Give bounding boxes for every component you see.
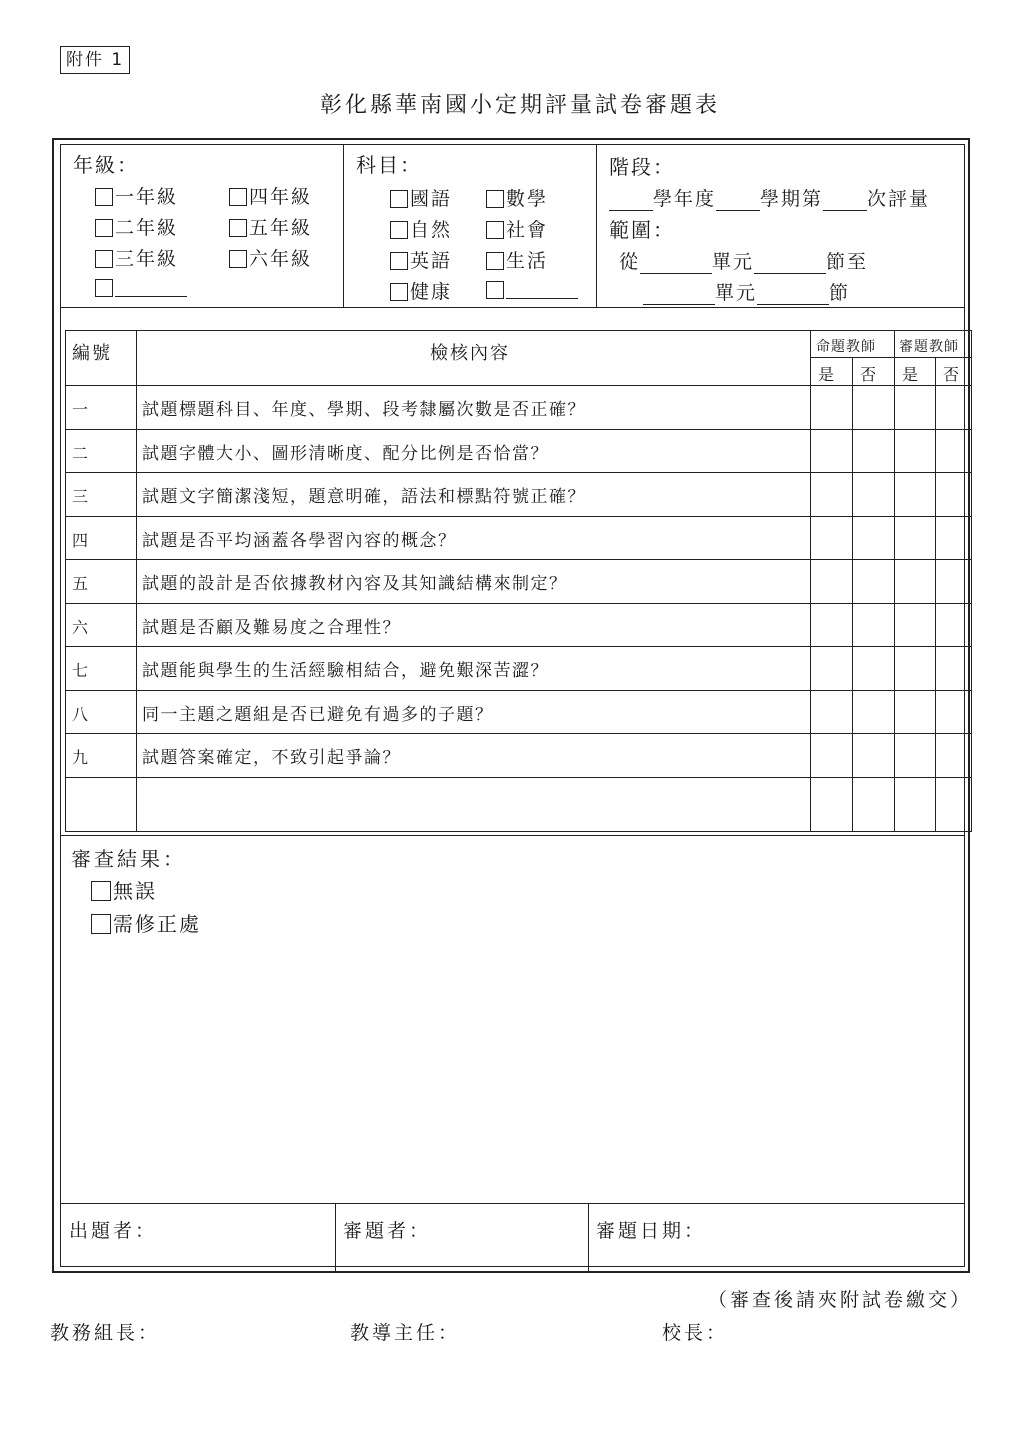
from-label: 從: [619, 251, 641, 273]
subject-option-health[interactable]: [390, 280, 452, 304]
grade-option-3[interactable]: [95, 247, 178, 271]
subject-option-label: 數學: [506, 188, 549, 210]
reviewer-no-header: 否: [943, 365, 961, 384]
header-subdivider: [810, 357, 971, 358]
setter-yes-header: 是: [818, 365, 836, 384]
reviewer-header: 審題教師: [899, 339, 959, 355]
row-divider: [66, 385, 971, 386]
reviewer-cell[interactable]: [335, 1204, 589, 1272]
reviewer-label: 審題者：: [343, 1220, 432, 1242]
row-number: 九: [72, 748, 89, 767]
checkbox-icon[interactable]: [95, 219, 113, 237]
row-number: 五: [72, 574, 89, 593]
row-number: 一: [72, 400, 89, 419]
stage-section: [597, 145, 964, 307]
attachment-tag: 附件 1: [60, 46, 130, 74]
check-item: 試題是否平均涵蓋各學習內容的概念？: [142, 531, 457, 551]
checkbox-icon[interactable]: [486, 221, 504, 239]
review-form: [60, 144, 965, 1267]
checkbox-icon[interactable]: [390, 252, 408, 270]
subject-option-life[interactable]: [486, 249, 548, 273]
director-signature: 教導主任：: [350, 1322, 461, 1344]
checkbox-icon[interactable]: [229, 250, 247, 268]
subject-option-english[interactable]: [390, 249, 452, 273]
setter-header: 命題教師: [816, 339, 876, 355]
range-from-line: [619, 250, 868, 274]
principal-signature: 校長：: [662, 1322, 729, 1344]
grade-option-label: 五年級: [249, 217, 313, 239]
semester-label: 學期第: [760, 188, 824, 210]
subject-option-other[interactable]: [486, 280, 578, 299]
grade-option-other[interactable]: [95, 278, 187, 297]
column-divider: [810, 331, 811, 831]
setter-no-header: 否: [860, 365, 878, 384]
check-item: 同一主題之題組是否已避免有過多的子題？: [142, 705, 494, 725]
range-to-line: [643, 281, 850, 305]
result-option-label: 無誤: [113, 879, 157, 903]
grade-option-2[interactable]: [95, 216, 178, 240]
to-unit-blank[interactable]: [643, 286, 715, 305]
unit-label: 單元: [712, 251, 755, 273]
section-label: 節: [829, 282, 851, 304]
row-divider: [66, 559, 971, 560]
grade-option-4[interactable]: [229, 185, 312, 209]
result-option-needs-fix[interactable]: [91, 912, 201, 936]
grade-option-1[interactable]: [95, 185, 178, 209]
stage-label: 階段：: [609, 155, 675, 179]
grade-option-label: 六年級: [249, 248, 313, 270]
number-header: 編號: [72, 343, 112, 364]
unit-label: 單元: [715, 282, 758, 304]
header-divider: [61, 307, 964, 308]
checkbox-icon[interactable]: [390, 283, 408, 301]
result-divider: [61, 835, 964, 836]
subject-option-math[interactable]: [486, 187, 548, 211]
subject-option-label: 國語: [410, 188, 453, 210]
other-subject-blank[interactable]: [506, 280, 578, 299]
checkbox-icon[interactable]: [486, 190, 504, 208]
subject-option-social[interactable]: [486, 218, 548, 242]
row-divider: [66, 690, 971, 691]
school-year-blank[interactable]: [609, 192, 653, 211]
check-item: 試題是否顧及難易度之合理性？: [142, 618, 401, 638]
subject-option-label: 健康: [410, 281, 453, 303]
setter-label: 出題者：: [69, 1220, 158, 1242]
check-item: 試題標題科目、年度、學期、段考隸屬次數是否正確？: [142, 400, 586, 420]
range-label: 範圍：: [609, 218, 675, 242]
from-section-blank[interactable]: [754, 255, 826, 274]
row-number: 三: [72, 487, 89, 506]
from-unit-blank[interactable]: [640, 255, 712, 274]
checkbox-icon[interactable]: [95, 250, 113, 268]
result-option-no-error[interactable]: [91, 879, 157, 903]
checkbox-icon[interactable]: [486, 281, 504, 299]
subject-option-label: 社會: [506, 219, 549, 241]
checkbox-icon[interactable]: [229, 219, 247, 237]
row-number: 二: [72, 444, 89, 463]
subject-option-chinese[interactable]: [390, 187, 452, 211]
row-divider: [66, 777, 971, 778]
setter-cell[interactable]: [61, 1204, 336, 1272]
exam-number-blank[interactable]: [823, 192, 867, 211]
row-divider: [66, 603, 971, 604]
subject-option-science[interactable]: [390, 218, 452, 242]
review-date-label: 審題日期：: [596, 1220, 707, 1242]
row-divider: [66, 646, 971, 647]
other-grade-blank[interactable]: [115, 278, 187, 297]
result-option-label: 需修正處: [113, 912, 201, 936]
subject-option-label: 生活: [506, 250, 549, 272]
checkbox-icon[interactable]: [95, 188, 113, 206]
checkbox-icon[interactable]: [390, 190, 408, 208]
subject-section: [344, 145, 597, 307]
subject-option-label: 英語: [410, 250, 453, 272]
check-item: 試題字體大小、圖形清晰度、配分比例是否恰當？: [142, 444, 549, 464]
row-divider: [66, 429, 971, 430]
academic-head-signature: 教務組長：: [50, 1322, 161, 1344]
column-divider: [894, 331, 895, 831]
section-to-label: 節至: [826, 251, 869, 273]
checkbox-icon[interactable]: [91, 914, 111, 934]
row-number: 六: [72, 618, 89, 637]
grade-option-6[interactable]: [229, 247, 312, 271]
check-item: 試題答案確定，不致引起爭論？: [142, 748, 401, 768]
document-title: 彰化縣華南國小定期評量試卷審題表: [319, 93, 720, 118]
grade-option-label: 三年級: [115, 248, 179, 270]
checkbox-icon[interactable]: [390, 221, 408, 239]
school-year-label: 學年度: [653, 188, 717, 210]
stage-term-line: [609, 187, 930, 211]
checkbox-icon[interactable]: [486, 252, 504, 270]
review-form-frame: [52, 138, 970, 1273]
submission-note: （審查後請夾附試卷繳交）: [707, 1289, 972, 1311]
grade-option-label: 四年級: [249, 186, 313, 208]
result-label: 審查結果：: [71, 847, 186, 871]
grade-option-5[interactable]: [229, 216, 312, 240]
subject-label: 科目：: [356, 153, 422, 177]
row-number: 七: [72, 661, 89, 680]
checkbox-icon[interactable]: [229, 188, 247, 206]
check-item: 試題能與學生的生活經驗相結合，避免艱深苦澀？: [142, 661, 549, 681]
content-header: 檢核內容: [430, 343, 510, 364]
signature-row: [61, 1203, 964, 1272]
grade-option-label: 二年級: [115, 217, 179, 239]
review-date-cell[interactable]: [588, 1204, 964, 1272]
grade-label: 年級：: [73, 153, 139, 177]
row-divider: [66, 472, 971, 473]
row-number: 八: [72, 705, 89, 724]
grade-section: [61, 145, 344, 307]
to-section-blank[interactable]: [757, 286, 829, 305]
subject-option-label: 自然: [410, 219, 453, 241]
grade-option-label: 一年級: [115, 186, 179, 208]
row-number: 四: [72, 531, 89, 550]
checkbox-icon[interactable]: [91, 881, 111, 901]
row-divider: [66, 516, 971, 517]
checklist-table: [65, 330, 972, 832]
reviewer-yes-header: 是: [902, 365, 920, 384]
checkbox-icon[interactable]: [95, 279, 113, 297]
check-item: 試題文字簡潔淺短，題意明確，語法和標點符號正確？: [142, 487, 586, 507]
check-item: 試題的設計是否依據教材內容及其知識結構來制定？: [142, 574, 568, 594]
semester-blank[interactable]: [716, 192, 760, 211]
row-divider: [66, 733, 971, 734]
exam-label: 次評量: [867, 188, 931, 210]
